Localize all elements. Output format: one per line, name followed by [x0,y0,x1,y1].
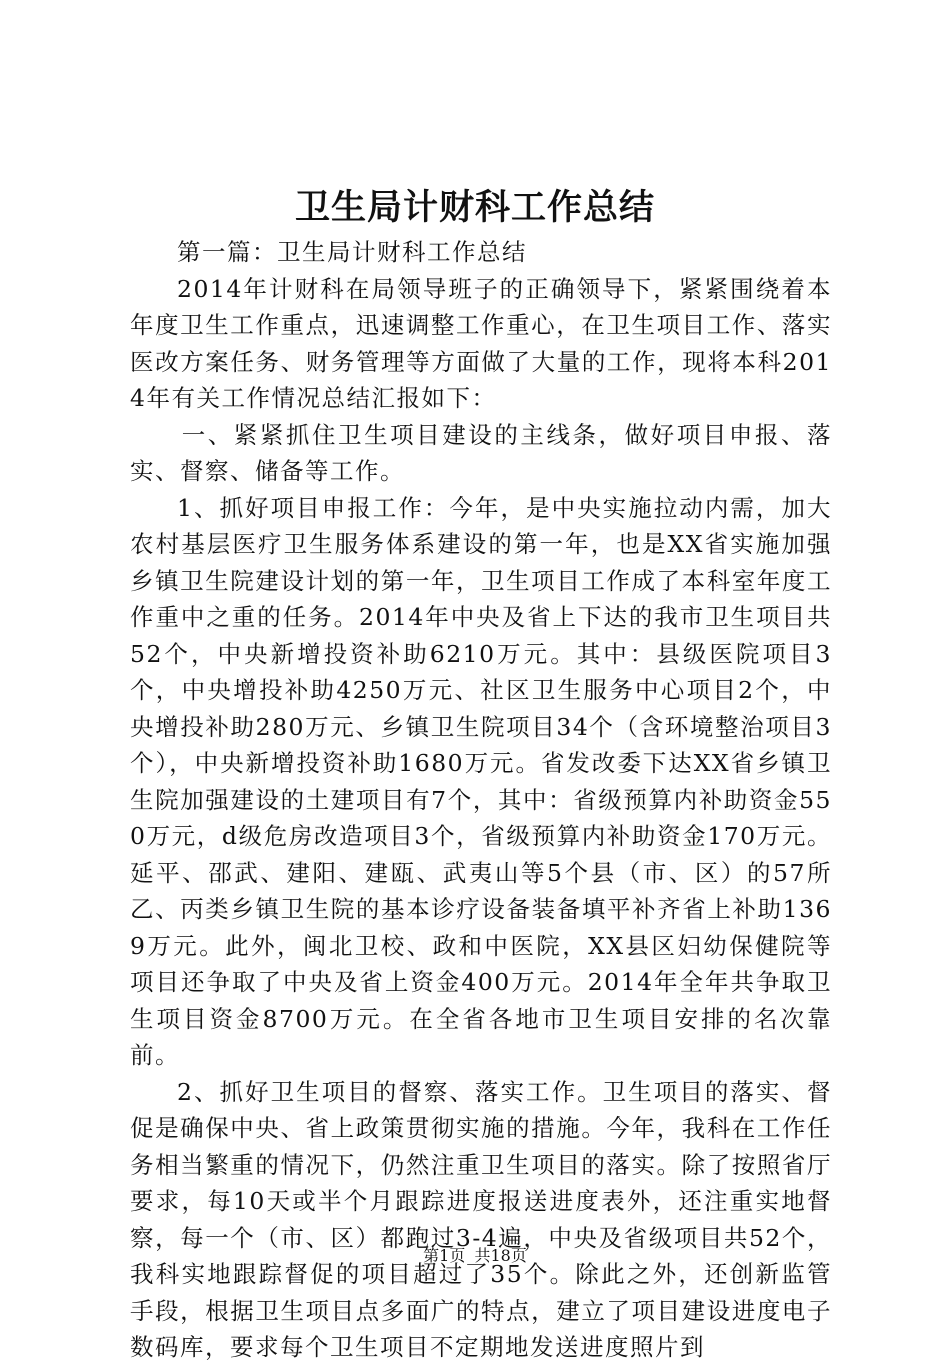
item-two-paragraph: 2、抓好卫生项目的督察、落实工作。卫生项目的落实、督促是确保中央、省上政策贯彻实施的措施。今年，我科在工作任务相当繁重的情况下，仍然注重卫生项目的落实。除了按照省厅要求，每10天或半个月跟踪进度报送进度表外，还注重实地督察，每一个（市、区）都跑过3-4遍，中央及省级项目共52个，我科实地跟踪督促的项目超过了35个。除此之外，还创新监管手段，根据卫生项目点多面广的特点，建立了项目建设进度电子数码库，要求每个卫生项目不定期地发送进度照片到 [130,1077,832,1361]
page-number: 第1页 [423,1246,466,1265]
intro-paragraph: 2014年计财科在局领导班子的正确领导下，紧紧围绕着本年度卫生工作重点，迅速调整工作重心，在卫生项目工作、落实医改方案任务、财务管理等方面做了大量的工作，现将本科2014年有关工作情况总结汇报如下： [130,274,832,412]
page-total: 共18页 [474,1246,527,1265]
document-body [130,234,832,1366]
item-one-paragraph: 1、抓好项目申报工作：今年，是中央实施拉动内需，加大农村基层医疗卫生服务体系建设的第一年，也是XX省实施加强乡镇卫生院建设计划的第一年，卫生项目工作成了本科室年度工作重中之重的任务。2014年中央及省上下达的我市卫生项目共52个，中央新增投资补助6210万元。其中：县级医院项目3个，中央增投补助4250万元、社区卫生服务中心项目2个，中央增投补助280万元、乡镇卫生院项目34个（含环境整治项目3个），中央新增投资补助1680万元。省发改委下达XX省乡镇卫生院加强建设的土建项目有7个，其中：省级预算内补助资金550万元，d级危房改造项目3个，省级预算内补助资金170万元。延平、邵武、建阳、建瓯、武夷山等5个县（市、区）的57所乙、丙类乡镇卫生院的基本诊疗设备装备填平补齐省上补助1369万元。此外，闽北卫校、政和中医院，XX县区妇幼保健院等项目还争取了中央及省上资金400万元。2014年全年共争取卫生项目资金8700万元。在全省各地市卫生项目安排的名次靠前。 [130,493,832,1069]
document-title: 卫生局计财科工作总结 [294,187,655,228]
section-one-heading: 一、紧紧抓住卫生项目建设的主线条，做好项目申报、落实、督察、储备等工作。 [130,420,832,485]
page-footer [0,1245,950,1267]
section-heading: 第一篇：卫生局计财科工作总结 [177,238,527,266]
